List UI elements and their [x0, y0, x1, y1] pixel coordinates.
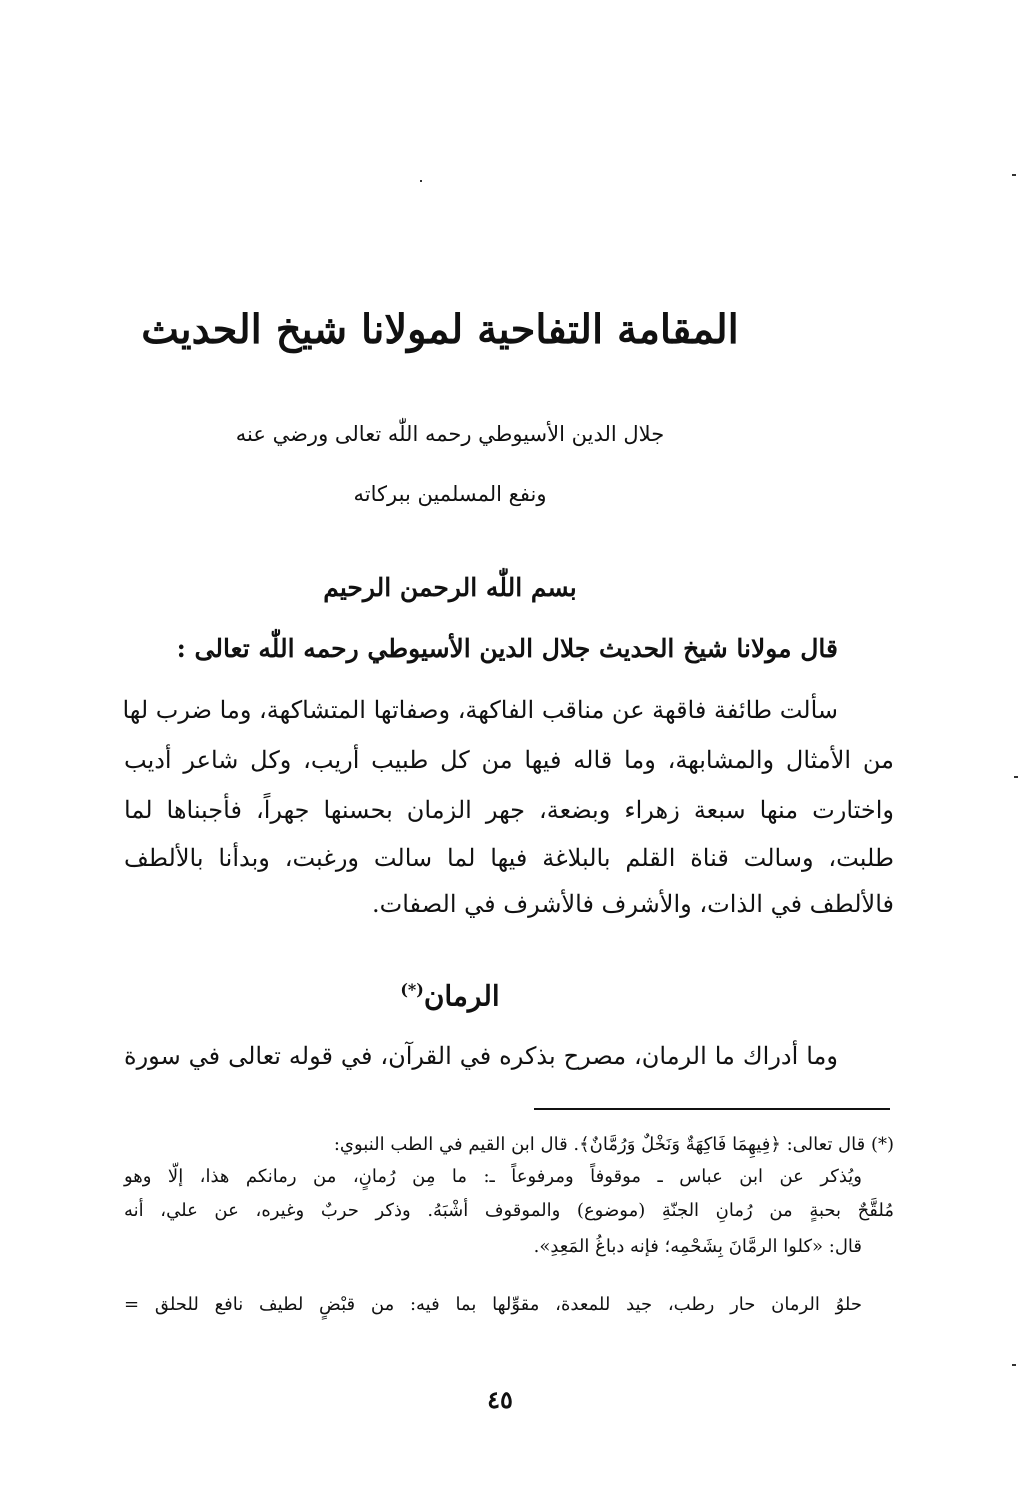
body-line: فالألطف في الذات، والأشرف فالأشرف في الصفات. [372, 890, 894, 918]
footnote-separator [534, 1108, 890, 1110]
basmala: بسم اللّٰه الرحمن الرحيم [323, 573, 577, 602]
body-line: واختارت منها سبعة زهراء وبضعة، جهر الزمان بحسنها جهراً، فأجبناها لما [124, 796, 894, 824]
scan-speck [1012, 174, 1016, 176]
page-number: ٤٥ [487, 1385, 513, 1414]
footnote-marker: (*) [400, 980, 424, 999]
body-line: من الأمثال والمشابهة، وما قاله فيها من كل طبيب أريب، وكل شاعر أديب [124, 746, 894, 774]
footnote-line: ويُذكر عن ابن عباس ـ موقوفاً ومرفوعاً ـ: ما مِن رُمانٍ، من رمانكم هذا، إلّا وهو [124, 1166, 862, 1187]
footnote-line: قال: «كلوا الرمَّانَ بِشَحْمِه؛ فإنه دباغُ المَعِدِ». [533, 1236, 862, 1257]
section-heading [120, 968, 780, 1018]
intro-line: قال مولانا شيخ الحديث جلال الدين الأسيوطي رحمه اللّٰه تعالى : [176, 634, 838, 663]
body-line: طلبت، وسالت قناة القلم بالبلاغة فيها لما سالت ورغبت، وبدأنا بالألطف [124, 844, 894, 872]
scan-speck [1012, 1364, 1016, 1366]
scan-speck [420, 180, 422, 182]
footnote-line: مُلقَّحٌ بحبةٍ من رُمانِ الجنّةِ (موضوع) والموقوف أشْبَهُ. وذكر حربٌ وغيره، عن علي، أنه [124, 1200, 894, 1221]
section-heading-text: الرمان [423, 979, 500, 1013]
body-line: سألت طائفة فاقهة عن مناقب الفاكهة، وصفاتها المتشاكهة، وما ضرب لها [122, 696, 838, 724]
footnote-line: حلوُ الرمان حار رطب، جيد للمعدة، مقوِّلها بما فيه: من قبْضٍ لطيف نافع للحلق = [124, 1294, 862, 1315]
footnote-line: (*) قال تعالى: ﴿فِيهِمَا فَاكِهَةٌ وَنَخْلٌ وَرُمَّانٌ﴾. قال ابن القيم في الطب النبوي: [333, 1134, 894, 1155]
scan-speck [1014, 776, 1018, 778]
blessing-line: ونفع المسلمين ببركاته [353, 482, 547, 506]
page-title: المقامة التفاحية لمولانا شيخ الحديث [141, 306, 739, 353]
author-line: جلال الدين الأسيوطي رحمه اللّٰه تعالى ورضي عنه [235, 422, 665, 446]
section-body-line: وما أدراك ما الرمان، مصرح بذكره في القرآن، في قوله تعالى في سورة [124, 1042, 838, 1070]
